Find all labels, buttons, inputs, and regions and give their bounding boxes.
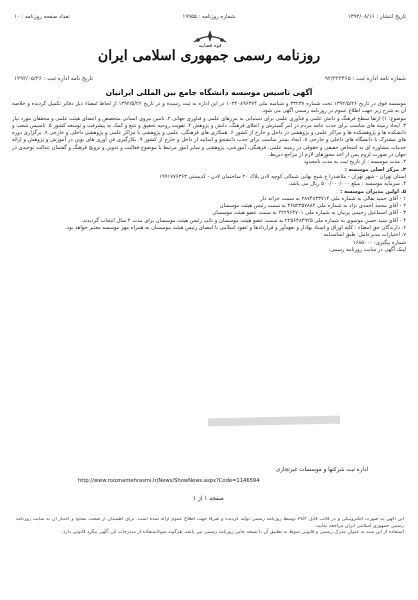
footnote-paragraph: استفاده از این سند به عنوان مدرک رسمی و قانونی منوط به تطبیق آن با نسخه چاپی روزنامه رسمی می باشد. هرگونه سوءاستفاده از مندرجات این آگهی پیگرد قانونی دارد. [61, 530, 404, 536]
issuer-office: اداره ثبت شرکتها و موسسات غیرتجاری [275, 467, 368, 473]
judiciary-seal-icon [184, 28, 236, 48]
notice-intro: موسسه فوق در تاریخ ۱۳۹۲/۵/۲۶ تحت شماره ۳۳۲۳۷ و شناسه ملی ۱۰۳۲۰۸۹۶۳۷۴ در این اداره به ثبت رسیده و در تاریخ ۱۳۹۲/۵/۲۶ از لحاظ امضاء ذیل دفاتر تکمیل گردیده و خلاصه آن به شرح زیر جهت اطلاع عموم در روزنامه رسمی آگهی می شود. [12, 101, 406, 115]
notice-first-managers: ۵. اولین مدیران موسسه : [340, 188, 406, 195]
notice-body [12, 101, 406, 511]
publish-date: تاریخ انتشار : ۱۳۹۲/۰۸/۱۶ [347, 14, 406, 20]
notice-capital: ۴. سرمایه موسسه : مبلغ ۵۰۰/۰۰۰/۰۰۰ ریال می باشد. [288, 181, 406, 188]
notice-subject: موضوع: ۱) ارتقا سطح فرهنگ و دانش علمی و فناوری علمی برای دستیابی به مرزهای علمی و فناوری جهانی ۲. تامین نیروی انسانی متخصص و اعضای هیئت علمی و محققان مورد نیاز ۳. ایجاد زمینه های مناسب برای جذب عامه مردم در امر گسترش و اعتلای فرهنگ، دانش و پژوهش ۴. تقویت روحیه تحقیق و تتبع و کمک به پیشرفت و توسعه کشور ۵. تاسیس شعب و دانشکده ها و پژوهشکده ها و مراکز علمی و پژوهشی در داخل و خارج از کشور ۶. همکاری های فرهنگی، علمی و پژوهشی با مراکز علمی و پژوهشی داخلی و خارجی ۷. برگزاری دوره های مشترک با دانشگاه های داخلی و خارجی ۸. ایجاد بستر مناسب برای جذب دانشجو و اساتید از داخل و خارج از کشور ۹. بکارگیری فن آوری های نوین در آموزش و پژوهش و ارائه خدمات مشاوره ای به اشخاص حقیقی و حقوقی در زمینه علمی، فرهنگی، آموزشی، پژوهشی و سایر امور مرتبط با موضوع فعالیت و تدوین و ترویج فرهنگ و گفتمان عدالت توحیدی در جهان در صورت لزوم پس از اخذ مجوزهای لازم از مراجع ذیربط. [12, 115, 406, 159]
manager-item: ۱ - آقای حمید بقالی به شماره ملی ۲۸۷۴۸۳۳۷۱۴ به سمت خزانه دار [260, 195, 406, 202]
manager-item: ۳ - آقای اسماعیل رحیمی پرنیان به شماره ملی ۲۲۲۹۶۴۷۰۱ به سمت عضو هیئت موسسان [212, 210, 406, 217]
notice-link[interactable]: http://www.rooznamehrasmi.ir/News/ShowNews.aspx?Code=1146594 [78, 478, 260, 484]
notice-hq-address: استان تهران - شهر تهران - ملاصدرا خ شیخ بهایی شمالی کوچه لادن پلاک ۲۰ ساختمان لادن - کدپستی ۱۹۹۱۷۷۶۳۶۳ [159, 173, 406, 180]
header-meta-line [14, 14, 406, 26]
notice-inspectors: ۷. اختیارات مدیرعامل: طبق اساسنامه [323, 232, 406, 239]
page-number: صفحه ۱ از ۱ [193, 496, 224, 502]
registry-letter-date: تاریخ نامه اداره ثبت : ۱۳۹۲/۰۵/۲۶ [14, 76, 93, 82]
footnote [16, 517, 404, 553]
notice-link-label: لینک آگهی در سایت روزنامه رسمی: [328, 246, 406, 253]
footnote-paragraph: این آگهی به صورت الکترونیکی و در قالب فایل PDF توسط روزنامه رسمی تولید گردیده و صرفا جهت اطلاع عموم ارائه شده است. برای اطمینان از صحت محتوا و اعتبار آن به سایت روزنامه رسمی جمهوری اسلامی ایران مراجعه نمایید. [16, 517, 404, 529]
notice-signatories: ۶. دارندگان حق امضاء : کلیه اوراق و اسناد بهادار و تعهدآور و قراردادها و عقود اسلامی با امضای رئیس هیئت موسسان به همراه مهر موسسه معتبر خواهد بود. [65, 225, 406, 232]
page-count: تعداد صفحه روزنامه : ۱۰ [14, 14, 70, 20]
gazette-title: روزنامه رسمی جمهوری اسلامی ایران [97, 48, 321, 64]
manager-item: ۴ - آقای سید حسن موسوی به شماره ملی ۲۲۵۶۴۸۴۹۲۵ به سمت عضو هیئت موسسان و نائب رئیس هیئت موسسان برای مدت ۴ سال انتخاب گردیدند. [81, 217, 406, 224]
manager-item: ۲ - آقای محمد احمدی نژاد به شماره ملی ۳۶۵۲۳۵۷۸۸۲ به سمت رئیس هیئت موسسان [219, 203, 406, 210]
notice-duration: ۲. مدت موسسه : از تاریخ ثبت به مدت نامحدود [303, 159, 406, 166]
registry-letter-number: شماره نامه اداره ثبت : ۹۲/۳۲۳۴۶۵ [324, 76, 406, 82]
notice-title: آگهی تاسیس موسسه دانشگاه جامع بین المللی ایرانیان [105, 88, 313, 97]
org-name: قوه قضاییه [198, 43, 222, 48]
registry-meta-line [14, 76, 406, 82]
judiciary-emblem [184, 28, 236, 48]
notice-tracking-code: شماره پیگیری: ۱۶۸۵۰۰۰ [352, 239, 406, 246]
notice-hq-label: ۳. مرکز اصلی موسسه : [344, 166, 406, 173]
gazette-number: شماره روزنامه : ۱۹۹۵۵ [182, 14, 236, 20]
